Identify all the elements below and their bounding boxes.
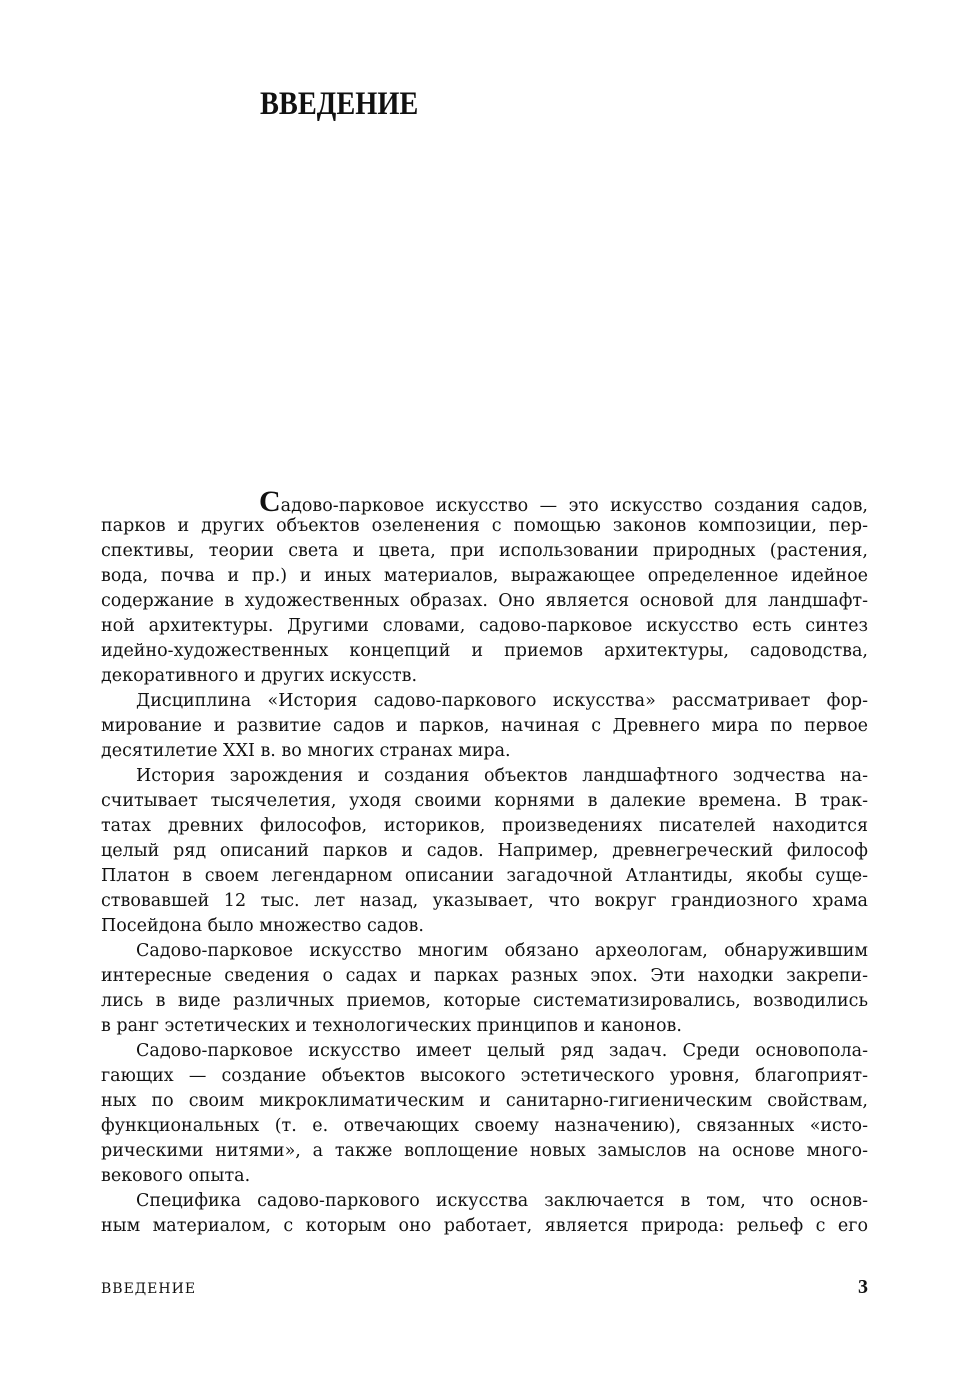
paragraph-line: лись в виде различных приемов, которые систематизировались, возводились — [101, 991, 868, 1011]
paragraph-line: идейно-художественных концепций и приемов архитектуры, садоводства, — [101, 641, 868, 661]
paragraph-line: История зарождения и создания объектов ландшафтного зодчества на- — [136, 766, 868, 786]
paragraph-line: ствовавшей 12 тыс. лет назад, указывает, что вокруг грандиозного храма — [101, 891, 868, 911]
paragraph-line: десятилетие XXI в. во многих странах мира. — [101, 741, 511, 761]
paragraph-line: содержание в художественных образах. Оно является основой для ландшафт- — [101, 591, 868, 611]
paragraph-line: Дисциплина «История садово-паркового искусства» рассматривает фор- — [136, 691, 868, 711]
paragraph-line: Посейдона было множество садов. — [101, 916, 424, 936]
paragraph-line: гающих — создание объектов высокого эстетического уровня, благоприят- — [101, 1066, 868, 1086]
paragraph-line: Платон в своем легендарном описании загадочной Атлантиды, якобы суще- — [101, 866, 868, 886]
paragraph-line: рическими нитями», а также воплощение новых замыслов на основе много- — [101, 1141, 868, 1161]
paragraph-line: декоративного и других искусств. — [101, 666, 418, 686]
paragraph-line: Специфика садово-паркового искусства заключается в том, что основ- — [136, 1191, 868, 1211]
paragraph-line: ной архитектуры. Другими словами, садово-парковое искусство есть синтез — [101, 616, 868, 636]
page-number: 3 — [858, 1276, 868, 1298]
paragraph-line: татах древних философов, историков, произведениях писателей находится — [101, 816, 868, 836]
paragraph-line: интересные сведения о садах и парках разных эпох. Эти находки закрепи- — [101, 966, 868, 986]
paragraph-line: мирование и развитие садов и парков, начиная с Древнего мира по первое — [101, 716, 868, 736]
paragraph-line: функциональных (т. е. отвечающих своему назначению), связанных «исто- — [101, 1116, 868, 1136]
paragraph-line: ных по своим микроклиматическим и санитарно-гигиеническим свойствам, — [101, 1091, 868, 1111]
paragraph-line: Садово-парковое искусство многим обязано археологам, обнаружившим — [136, 941, 868, 961]
paragraph-line: целый ряд описаний парков и садов. Например, древнегреческий философ — [101, 841, 868, 861]
body-text — [101, 485, 868, 1239]
paragraph-line: считывает тысячелетия, уходя своими корнями в далекие времена. В трак- — [101, 791, 868, 811]
drop-cap: С — [259, 485, 281, 518]
line-text: адово-парковое искусство — это искусство создания садов, — [280, 496, 868, 516]
running-head: ВВЕДЕНИЕ — [101, 1281, 197, 1297]
paragraph-line: векового опыта. — [101, 1166, 251, 1186]
paragraph-line: парков и других объектов озеленения с помощью законов композиции, пер- — [101, 516, 868, 536]
paragraph-line — [101, 485, 868, 518]
paragraph-line: в ранг эстетических и технологических принципов и канонов. — [101, 1016, 682, 1036]
chapter-title: ВВЕДЕНИЕ — [260, 86, 419, 122]
paragraph-line: спективы, теории света и цвета, при использовании природных (растения, — [101, 541, 868, 561]
paragraph-line: ным материалом, с которым оно работает, является природа: рельеф с его — [101, 1216, 868, 1236]
paragraph-line: вода, почва и пр.) и иных материалов, выражающее определенное идейное — [101, 566, 868, 586]
paragraph-line: Садово-парковое искусство имеет целый ряд задач. Среди основопола- — [136, 1041, 868, 1061]
